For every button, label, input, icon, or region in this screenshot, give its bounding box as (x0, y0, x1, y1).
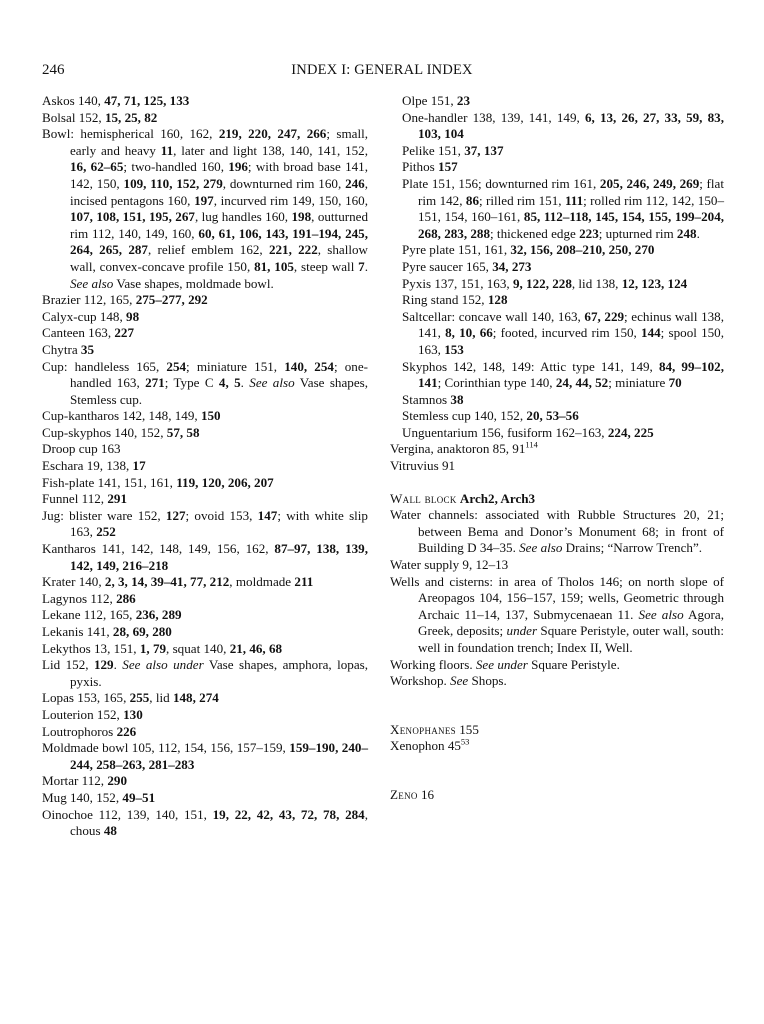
index-subentry (390, 292, 724, 309)
index-entry: Olpe 151, 23 (402, 93, 471, 108)
index-entry: Vitruvius 91 (390, 458, 456, 474)
index-entry: Mug 140, 152, 49–51 (42, 789, 156, 805)
index-subentry (390, 159, 724, 176)
index-entry: Canteen 163, 227 (42, 325, 135, 341)
index-entry: Lid 152, 129. See also under Vase shapes, amphora, lopas, pyxis. (42, 657, 369, 689)
index-entry: Krater 140, 2, 3, 14, 39–41, 77, 212, moldmade 211 (42, 574, 314, 590)
index-entry: Pyxis 137, 151, 163, 9, 122, 228, lid 138, 12, 123, 124 (402, 275, 688, 291)
index-entry: Lagynos 112, 286 (42, 590, 136, 606)
index-entry: Wall block Arch2, Arch3 (390, 490, 536, 506)
index-entry: Lopas 153, 165, 255, lid 148, 274 (42, 690, 219, 706)
index-entry: Cup: handleless 165, 254; miniature 151, 140, 254; one-handled 163, 271; Type C 4, 5. See also Vase shapes, Stemless cup. (42, 358, 369, 407)
index-subentry (390, 276, 724, 293)
index-entry: Water supply 9, 12–13 (390, 557, 509, 573)
index-entry: Jug: blister ware 152, 127; ovoid 153, 147; with white slip 163, 252 (42, 507, 368, 540)
index-entry: Pyre plate 151, 161, 32, 156, 208–210, 250, 270 (402, 242, 655, 258)
index-entry: Pelike 151, 37, 137 (402, 142, 504, 158)
index-entry: Lekane 112, 165, 236, 289 (42, 607, 182, 623)
index-entry: Workshop. See Shops. (390, 673, 507, 689)
index-entry: Lekythos 13, 151, 1, 79, squat 140, 21, 46, 68 (42, 640, 283, 656)
index-subentry (390, 359, 724, 392)
index-entry: Oinochoe 112, 139, 140, 151, 19, 22, 42, 43, 72, 78, 284, chous 48 (42, 806, 368, 839)
index-column-right (390, 93, 724, 804)
index-entry: Funnel 112, 291 (42, 491, 127, 507)
entry-spacer (390, 475, 724, 491)
index-subentry (390, 143, 724, 160)
index-entry: Plate 151, 156; downturned rim 161, 205, 246, 249, 269; flat rim 142, 86; rilled rim 151, 111; rolled rim 112, 142, 150–151, 154, 160–161, 85, 112–118, 145, 154, 155, 199–204, 268, 283, 288; thickened edge 223; upturned rim 248. (402, 175, 725, 241)
entry-spacer (390, 771, 724, 787)
index-entry: Xenophon $45^{53}$ (390, 737, 470, 754)
index-entry: Working floors. See under Square Peristyle. (390, 656, 620, 672)
index-entry: Lekanis 141, 28, 69, 280 (42, 624, 172, 639)
index-entry: Askos 140, 47, 71, 125, 133 (42, 93, 190, 108)
index-entry: Stamnos 38 (402, 391, 464, 407)
index-entry: Cup-kantharos 142, 148, 149, 150 (42, 408, 221, 424)
entry-spacer (390, 690, 724, 706)
index-entry: Unguentarium 156, fusiform 162–163, 224, 225 (402, 424, 654, 440)
index-entry: Cup-skyphos 140, 152, 57, 58 (42, 424, 200, 440)
index-subentry (390, 392, 724, 409)
index-entry: Pithos 157 (402, 159, 458, 175)
index-entry: Skyphos 142, 148, 149: Attic type 141, 149, 84, 99–102, 141; Corinthian type 140, 24, 44, 52; miniature 70 (402, 358, 724, 391)
index-entry: Ring stand 152, 128 (402, 292, 508, 308)
index-entry: Xenophanes 155 (390, 721, 479, 737)
index-column-left (42, 93, 368, 840)
index-entry: Moldmade bowl 105, 112, 154, 156, 157–159, 159–190, 240–244, 258–263, 281–283 (42, 740, 368, 772)
entry-spacer (390, 755, 724, 771)
index-entry: Stemless cup 140, 152, 20, 53–56 (402, 408, 579, 424)
index-subentry (390, 408, 724, 425)
index-entry: Louterion 152, 130 (42, 706, 143, 722)
index-entry: Droop cup 163 (42, 441, 121, 457)
index-entry: Vergina, anaktoron 85, $91^{114}$ (390, 440, 538, 457)
index-entry: Kantharos 141, 142, 148, 149, 156, 162, 87–97, 138, 139, 142, 149, 216–218 (42, 541, 368, 573)
index-entry: Brazier 112, 165, 275–277, 292 (42, 292, 208, 308)
index-entry: Bowl: hemispherical 160, 162, 219, 220, 247, 266; small, early and heavy 11, later and light 138, 140, 141, 152, 16, 62–65; two-handled 160, 196; with broad base 141, 142, 150, 109, 110, 152, 279, downturned rim 160, 246, incised pentagons 160, 197, incurved rim 149, 150, 160, 107, 108, 151, 195, 267, lug handles 160, 198, outturned rim 112, 140, 149, 160, 60, 61, 106, 143, 191–194, 245, 264, 265, 287, relief emblem 162, 221, 222, shallow wall, convex-concave profile 150, 81, 105, steep wall 7. See also Vase shapes, moldmade bowl. (42, 126, 369, 291)
index-subentry (390, 110, 724, 143)
index-entry: Fish-plate 141, 151, 161, 119, 120, 206, 207 (42, 474, 274, 490)
index-subentry (390, 425, 724, 442)
index-entry: Zeno 16 (390, 786, 435, 802)
index-entry: Mortar 112, 290 (42, 773, 127, 789)
index-entry: Bolsal 152, 15, 25, 82 (42, 109, 158, 125)
index-entry: Wells and cisterns: in area of Tholos 146; on north slope of Areopagos 104, 156–157, 159; wells, Geometric through Archaic 11–14, 137, Submycenaean 11. See also Agora, Greek, deposits; under Square Peristyle, outer wall, south: well in foundation trench; Index II, Well. (390, 573, 724, 655)
index-subentry (390, 93, 724, 110)
index-entry: Chytra 35 (42, 341, 95, 357)
index-entry: Water channels: associated with Rubble Structures 20, 21; between Bema and Donor’s Monument 68; in front of Building D 34–35. See also Drains; “Narrow Trench”. (390, 507, 724, 556)
index-entry: Loutrophoros 226 (42, 723, 137, 739)
index-entry: Pyre saucer 165, 34, 273 (402, 258, 532, 274)
entry-spacer (390, 706, 724, 722)
index-entry: Saltcellar: concave wall 140, 163, 67, 229; echinus wall 138, 141, 8, 10, 66; footed, incurved rim 150, 144; spool 150, 163, 153 (402, 308, 724, 357)
index-entry: One-handler 138, 139, 141, 149, 6, 13, 26, 27, 33, 59, 83, 103, 104 (402, 109, 724, 142)
index-subentry (390, 259, 724, 276)
running-head: INDEX I: GENERAL INDEX (291, 62, 473, 78)
index-entry: Calyx-cup 148, 98 (42, 308, 140, 324)
index-subentry (390, 309, 724, 359)
index-entry: Eschara 19, 138, 17 (42, 458, 146, 474)
page-number: 246 (42, 62, 65, 78)
index-subentry (390, 242, 724, 259)
index-subentry (390, 176, 724, 242)
